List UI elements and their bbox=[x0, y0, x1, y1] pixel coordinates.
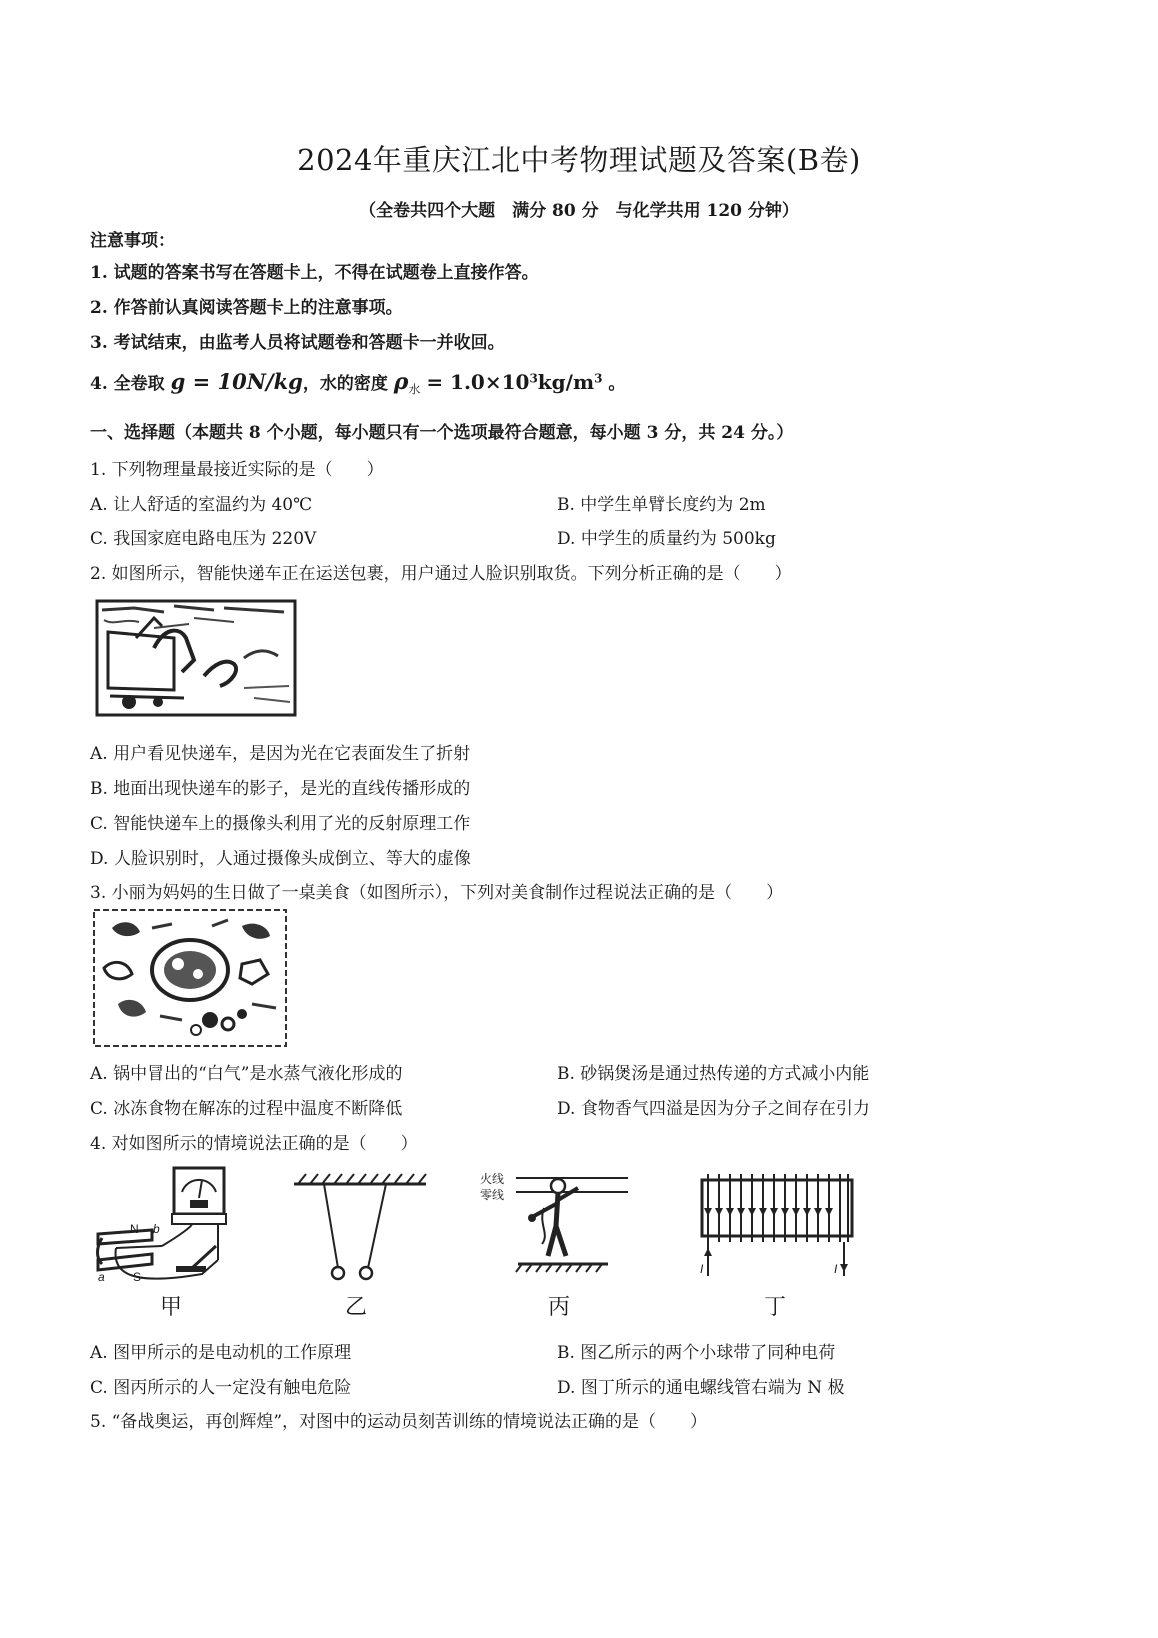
question-4-stem: 4. 对如图所示的情境说法正确的是（ ） bbox=[90, 1134, 418, 1154]
caption-ding: 丁 bbox=[764, 1294, 787, 1319]
figure-jia-induction bbox=[92, 1164, 252, 1294]
page-title: 2024年重庆江北中考物理试题及答案(B卷) bbox=[297, 143, 861, 177]
question-3-option-b: B. 砂锅煲汤是通过热传递的方式减小内能 bbox=[557, 1064, 870, 1084]
density-subscript: 水 bbox=[408, 382, 421, 397]
notice-item-3: 3. 考试结束，由监考人员将试题卷和答题卡一并收回。 bbox=[90, 333, 505, 353]
density-unit: kg/m bbox=[537, 370, 595, 394]
notice-heading: 注意事项： bbox=[90, 231, 175, 251]
density-exponent: 3 bbox=[529, 371, 538, 386]
question-4-option-a: A. 图甲所示的是电动机的工作原理 bbox=[90, 1343, 352, 1363]
delivery-vehicle-figure bbox=[94, 598, 298, 718]
density-symbol: ρ bbox=[393, 369, 409, 395]
notice-item-2: 2. 作答前认真阅读答题卡上的注意事项。 bbox=[90, 298, 403, 318]
label-current-right: I bbox=[834, 1262, 838, 1276]
label-a: a bbox=[98, 1270, 105, 1284]
notice-item-4-prefix: 4. 全卷取 bbox=[90, 374, 165, 394]
label-fire-wire: 火线 bbox=[480, 1172, 505, 1186]
gravity-constant: g = 10N/kg bbox=[170, 369, 303, 394]
label-neutral-wire: 零线 bbox=[480, 1188, 505, 1202]
question-2-stem: 2. 如图所示，智能快递车正在运送包裹，用户通过人脸识别取货。下列分析正确的是（ ） bbox=[90, 564, 792, 584]
birthday-meal-figure bbox=[92, 908, 288, 1048]
question-3-option-c: C. 冰冻食物在解冻的过程中温度不断降低 bbox=[90, 1099, 403, 1119]
question-1-option-c: C. 我国家庭电路电压为 220V bbox=[90, 529, 317, 549]
notice-item-4-end: 。 bbox=[608, 374, 626, 394]
page-subtitle: （全卷共四个大题 满分 80 分 与化学共用 120 分钟） bbox=[359, 201, 799, 221]
label-n: N bbox=[130, 1222, 139, 1236]
question-3-stem: 3. 小丽为妈妈的生日做了一桌美食（如图所示），下列对美食制作过程说法正确的是（ ） bbox=[90, 883, 784, 903]
density-unit-exponent: 3 bbox=[594, 371, 603, 386]
section-1-heading: 一、选择题（本题共 8 个小题，每小题只有一个选项最符合题意，每小题 3 分，共 24 分。） bbox=[90, 423, 794, 443]
question-1-option-b: B. 中学生单臂长度约为 2m bbox=[557, 495, 766, 515]
question-1-option-a: A. 让人舒适的室温约为 40℃ bbox=[90, 495, 313, 515]
notice-item-4-mid: ，水的密度 bbox=[302, 374, 388, 394]
figure-yi-charged-balls bbox=[290, 1172, 430, 1284]
caption-bing: 丙 bbox=[548, 1294, 571, 1319]
question-3-option-d: D. 食物香气四溢是因为分子之间存在引力 bbox=[557, 1099, 870, 1119]
question-4-option-d: D. 图丁所示的通电螺线管右端为 N 极 bbox=[557, 1378, 845, 1398]
question-4-option-b: B. 图乙所示的两个小球带了同种电荷 bbox=[557, 1343, 836, 1363]
density-value: = 1.0×10 bbox=[426, 370, 530, 394]
notice-item-1: 1. 试题的答案书写在答题卡上，不得在试题卷上直接作答。 bbox=[90, 263, 539, 283]
question-2-option-c: C. 智能快递车上的摄像头利用了光的反射原理工作 bbox=[90, 814, 471, 834]
question-1-option-d: D. 中学生的质量约为 500kg bbox=[557, 529, 776, 549]
question-2-option-b: B. 地面出现快递车的影子，是光的直线传播形成的 bbox=[90, 779, 471, 799]
question-2-option-a: A. 用户看见快递车，是因为光在它表面发生了折射 bbox=[90, 744, 471, 764]
question-3-option-a: A. 锅中冒出的“白气”是水蒸气液化形成的 bbox=[90, 1064, 403, 1084]
question-5-stem: 5. “备战奥运，再创辉煌”，对图中的运动员刻苦训练的情境说法正确的是（ ） bbox=[90, 1412, 708, 1432]
caption-jia: 甲 bbox=[160, 1294, 183, 1319]
notice-item-4 bbox=[90, 369, 625, 397]
question-4-option-c: C. 图丙所示的人一定没有触电危险 bbox=[90, 1378, 352, 1398]
question-1-stem: 1. 下列物理量最接近实际的是（ ） bbox=[90, 460, 384, 480]
label-s: S bbox=[133, 1270, 142, 1284]
question-2-option-d: D. 人脸识别时，人通过摄像头成倒立、等大的虚像 bbox=[90, 849, 471, 869]
caption-yi: 乙 bbox=[345, 1294, 368, 1319]
label-current-left: I bbox=[700, 1262, 704, 1276]
label-b: b bbox=[153, 1222, 160, 1236]
